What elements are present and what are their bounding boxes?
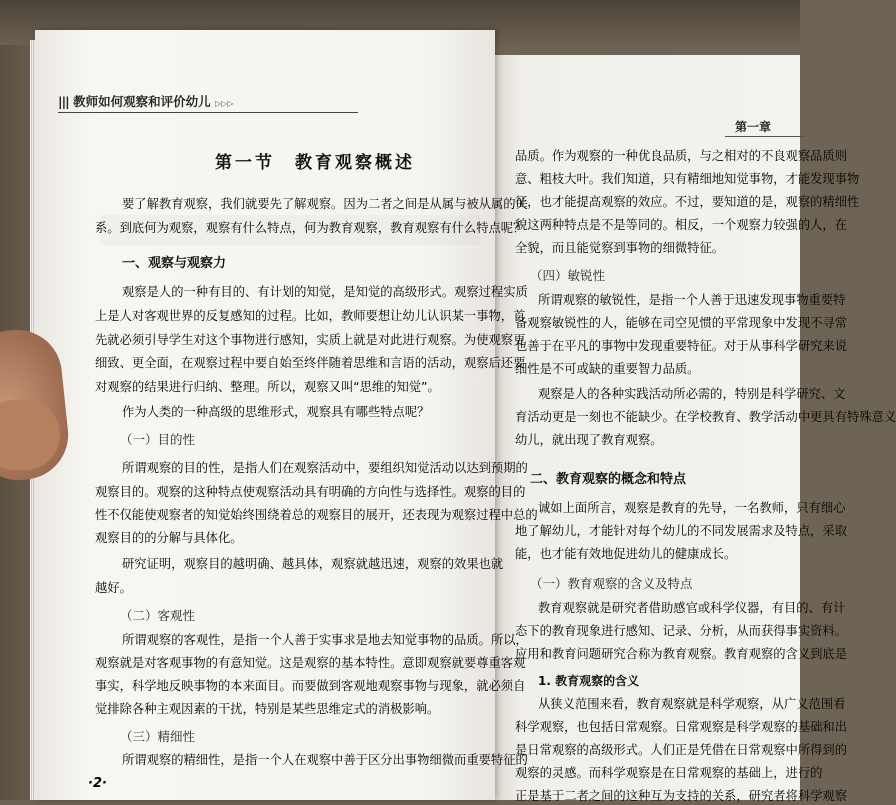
right-line: 能，也才能有效地促进幼儿的健康成长。 — [515, 547, 737, 561]
right-line: 教育观察就是研究者借助感官或科学仪器，有目的、有计 — [538, 601, 846, 615]
intro-line: 要了解教育观察，我们就要先了解观察。因为二者之间是从属与被从属的关 — [122, 197, 528, 211]
para-line: 所谓观察的精细性，是指一个人在观察中善于区分出事物细微而重要特征的 — [122, 753, 528, 767]
para-line: 所谓观察的目的性，是指人们在观察活动中，要组织知觉活动以达到预期的 — [122, 461, 528, 475]
para-line: 观察目的。观察的这种特点使观察活动具有明确的方向性与选择性。观察的目的 — [95, 485, 526, 499]
running-head-arrows: ▷▷▷ — [214, 99, 234, 108]
running-head-rule — [58, 112, 358, 113]
running-head-marks: ||| — [58, 94, 69, 109]
para-line: 所谓观察的客观性，是指一个人善于实事求是地去知觉事物的品质。所以， — [122, 633, 528, 647]
right-line: 观察是人的各种实践活动所必需的，特别是科学研究、文 — [538, 387, 846, 401]
para-line: 细致、更全面，在观察过程中要自始至终伴随着思维和言语的活动，观察后还要 — [95, 356, 526, 370]
question-line: 作为人类的一种高级的思维形式，观察具有哪些特点呢？ — [122, 405, 430, 419]
right-line: 幼儿，就出现了教育观察。 — [515, 433, 663, 447]
para-line: 上是人对客观世界的反复感知的过程。比如，教师要想让幼儿认识某一事物，首 — [95, 309, 526, 323]
intro-line: 系。到底何为观察，观察有什么特点，何为教育观察，教育观察有什么特点呢？ — [95, 221, 526, 235]
running-head-title: 教师如何观察和评价幼儿 — [73, 94, 211, 109]
para-line: 越好。 — [95, 581, 132, 595]
right-line: 诚如上面所言，观察是教育的先导，一名教师，只有细心 — [538, 501, 846, 515]
para-line: 对观察的结果进行归纳、整理。所以，观察又叫“思维的知觉”。 — [95, 380, 440, 394]
heading-education-observation: 二、教育观察的概念和特点 — [530, 472, 687, 487]
subheading-precision: （三）精细性 — [120, 729, 196, 744]
page-number: ·2· — [88, 776, 107, 791]
para-line: 观察目的的分解与具体化。 — [95, 531, 243, 545]
para-line: 事实，科学地反映事物的本来面目。而要做到客观地观察事物与现象，就必须自 — [95, 679, 526, 693]
right-line: 观察的灵感。而科学观察是在日常观察的基础上，进行的 — [515, 766, 823, 780]
running-head-rule-right — [725, 136, 805, 137]
running-head-left — [58, 92, 348, 114]
right-line: 从狭义范围来看，教育观察就是科学观察，从广义范围看 — [538, 697, 846, 711]
subheading-purpose: （一）目的性 — [120, 432, 196, 447]
right-line: 科学观察，也包括日常观察。日常观察是科学观察的基础和出 — [515, 720, 848, 734]
right-line: 育活动更是一刻也不能缺少。在学校教育、教学活动中更具有特殊意义 — [515, 410, 896, 424]
para-line: 觉排除各种主观因素的干扰，特别是某些思维定式的消极影响。 — [95, 702, 440, 716]
subheading-definition: 1. 教育观察的含义 — [538, 674, 640, 688]
right-line: 是日常观察的高级形式。人们正是凭借在日常观察中所得到的 — [515, 743, 848, 757]
heading-observation: 一、观察与观察力 — [122, 256, 227, 271]
right-line: 备观察敏锐性的人，能够在司空见惯的平常现象中发现不寻常 — [515, 316, 848, 330]
subheading-objectivity: （二）客观性 — [120, 608, 196, 623]
right-line: 全貌，而且能觉察到事物的细微特征。 — [515, 241, 725, 255]
para-line: 研究证明，观察目的越明确、越具体，观察就越迅速，观察的效果也就 — [122, 557, 504, 571]
right-line: 所谓观察的敏锐性，是指一个人善于迅速发现事物重要特 — [538, 293, 846, 307]
subheading-acuity: （四）敏锐性 — [530, 268, 606, 283]
para-line: 观察就是对客观事物的有意知觉。这是观察的基本特性。意即观察就要尊重客观 — [95, 656, 526, 670]
right-line: 地了解幼儿，才能针对每个幼儿的不同发展需求及特点，采取 — [515, 524, 848, 538]
right-line: 也善于在平凡的事物中发现重要特征。对于从事科学研究来说 — [515, 339, 848, 353]
right-line: 正是基于二者之间的这种互为支持的关系，研究者将科学观察 — [515, 789, 848, 803]
right-line: 态下的教育现象进行感知、记录、分析，从而获得事实资料。 — [515, 624, 848, 638]
right-page — [490, 55, 800, 800]
para-line: 观察是人的一种有目的、有计划的知觉，是知觉的高级形式。观察过程实质 — [122, 285, 528, 299]
section-title: 第一节 教育观察概述 — [215, 153, 415, 173]
right-line: 应用和教育问题研究合称为教育观察。教育观察的含义到底是 — [515, 647, 848, 661]
running-head-right: 第一章 — [735, 120, 772, 134]
para-line: 性不仅能使观察者的知觉始终围绕着总的观察目的展开，还表现为观察过程中总的 — [95, 508, 538, 522]
subheading-meaning: （一）教育观察的含义及特点 — [530, 576, 693, 591]
right-line: 征，也才能提高观察的效应。不过，要知道的是，观察的精细性 — [515, 195, 860, 209]
right-line: 细性是不可或缺的重要智力品质。 — [515, 362, 700, 376]
right-line: 意、粗枝大叶。我们知道，只有精细地知觉事物，才能发现事物 — [515, 172, 860, 186]
para-line: 先就必须引导学生对这个事物进行感知，实质上就是对此进行观察。为使观察更 — [95, 333, 526, 347]
right-line: 品质。作为观察的一种优良品质，与之相对的不良观察品质则 — [515, 149, 848, 163]
right-line: 貌这两种特点是不是等同的。相反，一个观察力较强的人，在 — [515, 218, 848, 232]
